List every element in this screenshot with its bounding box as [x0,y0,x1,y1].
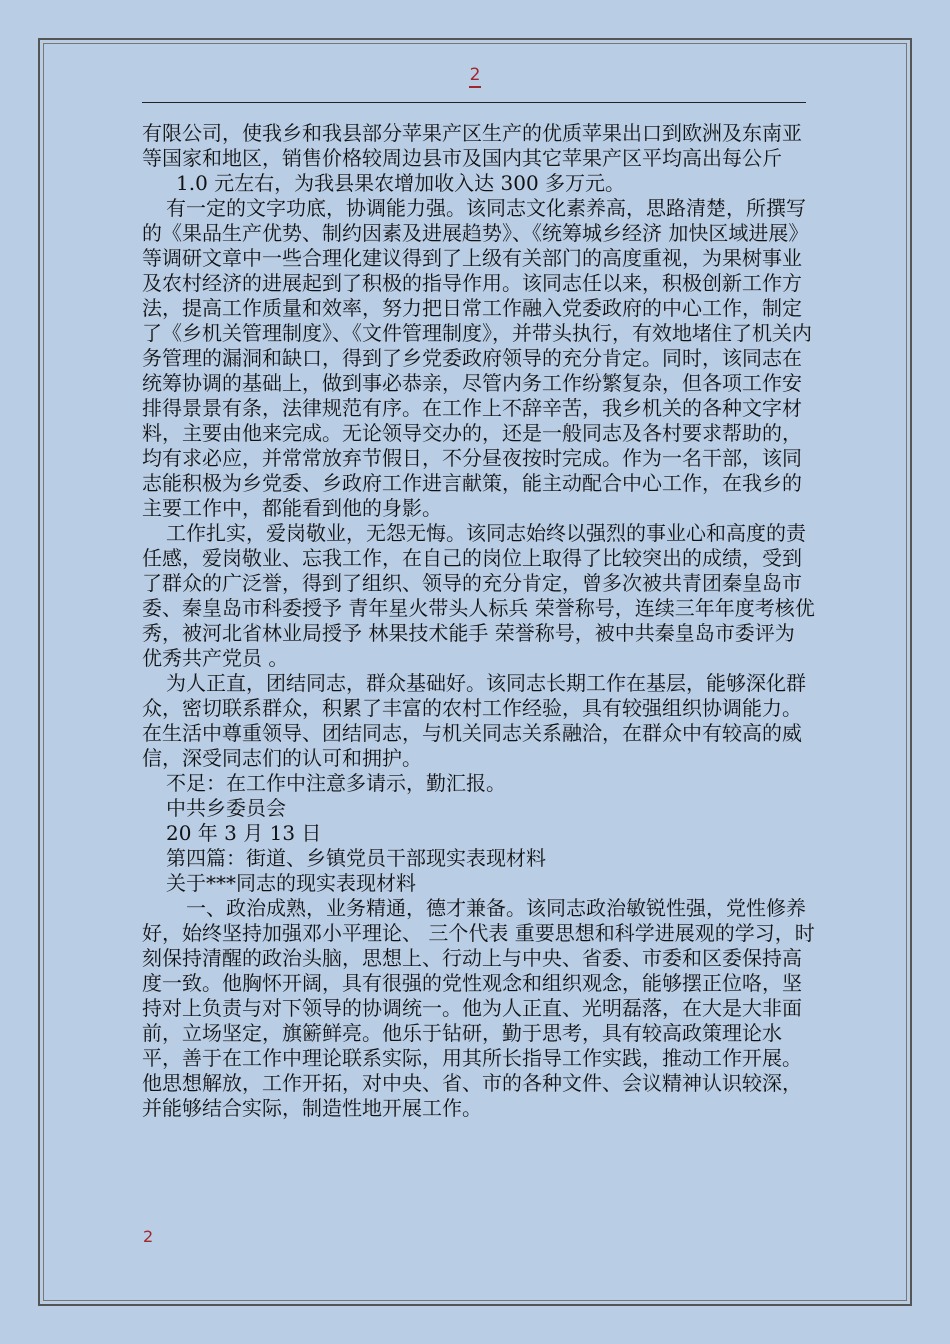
section-heading: 第四篇：街道、乡镇党员干部现实表现材料 [166,846,546,870]
paragraph: 一、政治成熟，业务精通，德才兼备。该同志政治敏锐性强，党性修养好，始终坚持加强邓小平理论、 三个代表 重要思想和科学进展观的学习，时刻保持清醒的政治头脑，思想上、行动上与中央、省委、市委和区委保持高度一致。他胸怀开阔，具有很强的党性观念和组织观念，能够摆正位咯，坚持对上负责与对下领导的协调统一。他为人正直、光明磊落，在大是大非面前，立场坚定，旗簖鲜亮。他乐于钻研，勤于思考，具有较高政策理论水平，善于在工作中理论联系实际，用其所长指导工作实践，推动工作开展。他思想解放，工作开拓，对中央、省、市的各种文件、会议精神认识较深，并能够结合实际，制造性地开展工作。 [142,896,815,1120]
document-body [142,121,818,1121]
paragraph: 1.0 元左右，为我县果农增加收入达 300 多万元。 [176,171,626,195]
paragraph: 不足：在工作中注意多请示，勤汇报。 [166,771,506,795]
paragraph: 有一定的文字功底，协调能力强。该同志文化素养高，思路清楚，所撰写的《果品生产优势、制约因素及进展趋势》、《统筹城乡经济 加快区域进展》等调研文章中一些合理化建议得到了上级有关部门的高度重视，为果树事业及农村经济的进展起到了积极的指导作用。该同志任以来，积极创新工作方法，提高工作质量和效率，努力把日常工作融入党委政府的中心工作，制定了《乡机关管理制度》、《文件管理制度》，并带头执行，有效地堵住了机关内务管理的漏洞和缺口，得到了乡党委政府领导的充分肯定。同时，该同志在统筹协调的基础上，做到事必恭亲，尽管内务工作纷繁复杂，但各项工作安排得景景有条，法律规范有序。在工作上不辞辛苦，我乡机关的各种文字材料，主要由他来完成。无论领导交办的，还是一般同志及各村要求帮助的，均有求必应，并常常放弃节假日，不分昼夜按时完成。作为一名干部，该同志能积极为乡党委、乡政府工作进言献策，能主动配合中心工作，在我乡的主要工作中，都能看到他的身影。 [142,196,812,520]
paragraph: 工作扎实，爱岗敬业，无怨无悔。该同志始终以强烈的事业心和高度的责任感，爱岗敬业、忘我工作，在自己的岗位上取得了比较突出的成绩，受到了群众的广泛誉，得到了组织、领导的充分肯定，曾多次被共青团秦皇岛市委、秦皇岛市科委授予 青年星火带头人标兵 荣誉称号，连续三年年度考核优秀，被河北省林业局授予 林果技术能手 荣誉称号，被中共秦皇岛市委评为 优秀共产党员 。 [142,521,815,670]
footer-page-number: 2 [143,1227,154,1246]
signature-date: 20 年 3 月 13 日 [166,821,322,845]
section-subheading: 关于***同志的现实表现材料 [166,871,416,895]
signature-organization: 中共乡委员会 [166,796,286,820]
header-page-number-text: 2 [469,64,482,88]
header-page-number [0,64,950,88]
header-divider [142,102,806,103]
paragraph: 为人正直，团结同志，群众基础好。该同志长期工作在基层，能够深化群众，密切联系群众，积累了丰富的农村工作经验，具有较强组织协调能力。在生活中尊重领导、团结同志，与机关同志关系融洽，在群众中有较高的威信，深受同志们的认可和拥护。 [142,671,806,770]
paragraph: 有限公司，使我乡和我县部分苹果产区生产的优质苹果出口到欧洲及东南亚等国家和地区，销售价格较周边县市及国内其它苹果产区平均高出每公斤 [142,121,802,170]
